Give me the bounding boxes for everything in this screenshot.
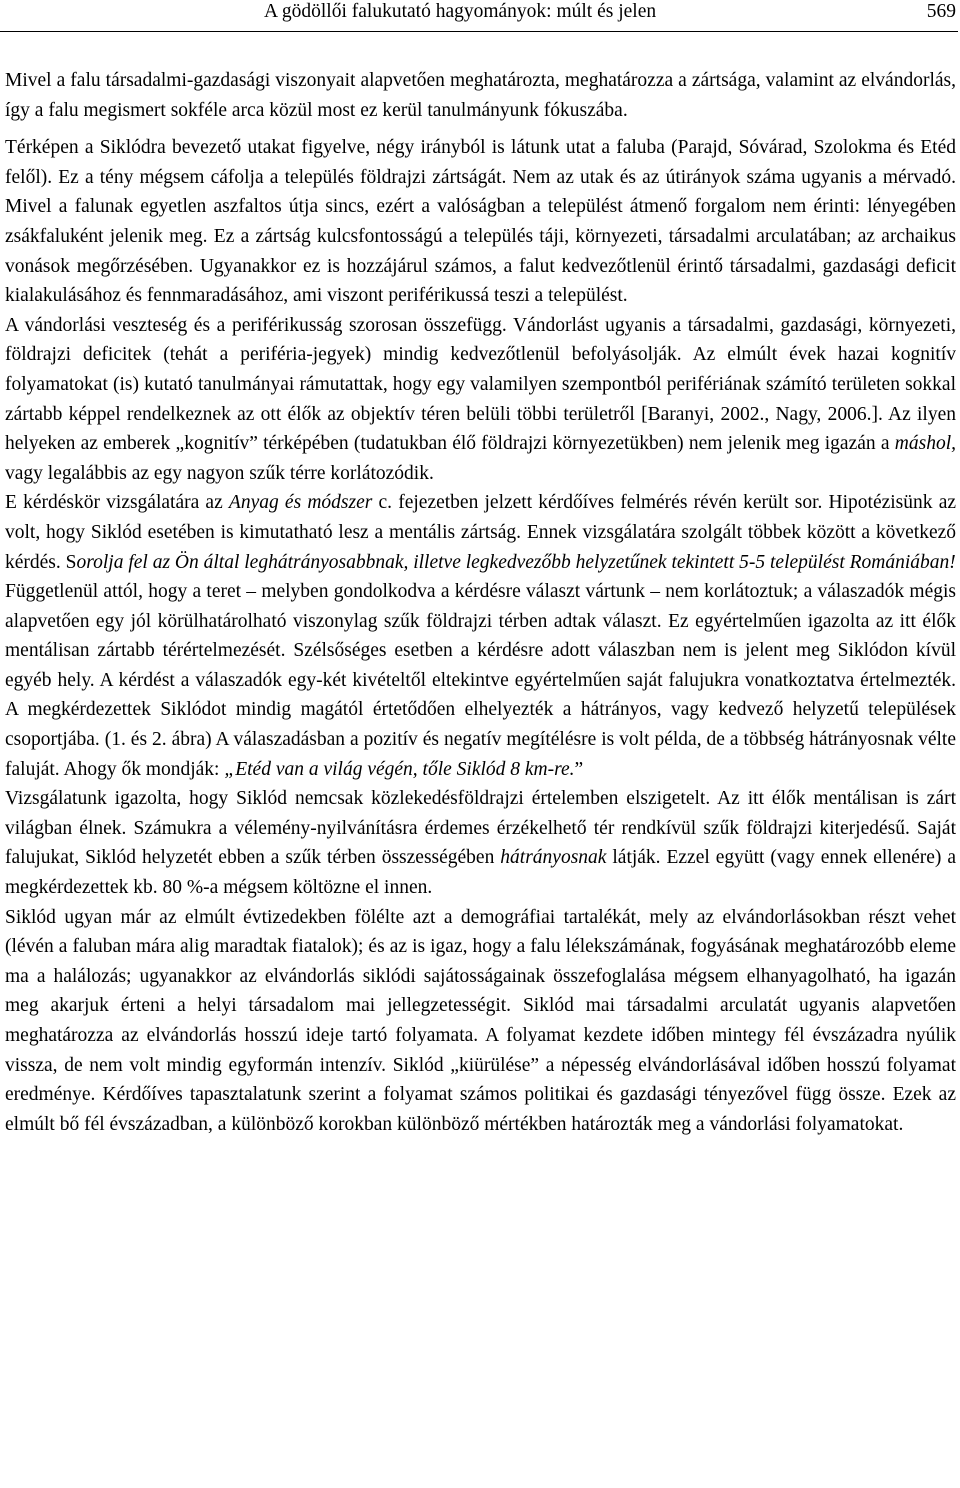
paragraph-5 — [5, 577, 956, 784]
paragraph-4-text: E kérdéskör vizsgálatára az — [5, 492, 229, 514]
paragraph-3-text-end: vagy legalábbis az egy nagyon szűk térre korlátozódik. — [5, 462, 434, 484]
paragraph-6 — [5, 784, 956, 902]
paragraph-3-text: A vándorlási veszteség és a periférikusság szorosan összefügg. Vándorlást ugyanis a társadalmi, gazdasági, környezeti, földrajzi deficitek (tehát a periféria-jegyek) mindig kedvezőtlenül befolyásolják. Az elmúlt évek hazai kognitív folyamatokat (is) kutató tanulmányai rámutattak, hogy egy valamilyen szempontból perifériának számító területen sokkal zártabb képpel rendelkeznek az ott élők az objektív téren belüli többi területről [Baranyi, 2002., Nagy, 2006.]. Az ilyen helyeken az emberek „kognitív” térképében (tudatukban élő földrajzi környezetükben) nem jelenik meg igazán a — [5, 314, 956, 455]
paragraph-3 — [5, 311, 956, 489]
quote: „Etéd van a világ végén, tőle Siklód 8 km-re. — [224, 758, 575, 780]
paragraph-4-italic-section: Anyag és módszer — [228, 492, 373, 514]
paragraph-5-text: Függetlenül attól, hogy a teret – melyben gondolkodva a kérdésre választ vártunk – nem korlátoztuk; a válaszadók mégis alapvetően egy jól körülhatárolható viszonylag szűk földrajzi térben adtak választ. Ez egyértelműen igazolta az itt élők mentálisan zártabb térértelmezését. Szélsőséges esetben a kérdésre adott válaszban nem is jelent meg Siklódon kívül egyéb hely. A kérdést a válaszadók egy-két kivételtől eltekintve egyértelműen saját falujukra vonatkoztatva értelmezték. A megkérdezettek Siklódot mindig magától értetődően elhelyezték a hátrányos, vagy kedvező helyzetű települések csoportjába. (1. és 2. ábra) A válaszadásban a pozitív és negatív megítélésre is volt példa, de a többség hátrányosnak vélte faluját. Ahogy ők mondják: — [5, 581, 956, 780]
paragraph-4-text-mid: c. fejezetben jelzett kérdőíves felmérés révén került sor. Hipotézisünk az volt, hogy Siklód esetében is kimutatható lesz a mentális zártság. Ennek vizsgálatára szolgált többek között a következő kérdés. S — [5, 492, 957, 573]
paragraph-7: Siklód ugyan már az elmúlt évtizedekben fölélte azt a demográfiai tartalékát, mely az elvándorlásokban részt vehet (lévén a faluban mára alig maradtak fiatalok); és az is igaz, hogy a falu lélekszámának, fogyásának meghatározóbb eleme ma a halálozás; ugyanakkor az elvándorlás siklódi sajátosságainak összefoglalása mégsem elhanyagolható, ha igazán meg akarjuk érteni a helyi társadalom mai jellegzetességit. Siklód mai társadalmi arculatát ugyanis alapvetően meghatározza az elvándorlás hosszú ideje tartó folyamata. A folyamat kezdete időben mintegy fél évszázadra nyúlik vissza, de nem volt mindig egyformán intenzív. Siklód „kiürülése” a népesség elvándorlásával időben hosszú folyamat eredménye. Kérdőíves tapasztalatunk szerint a folyamat számos politikai és gazdasági tényezővel függ össze. Ezek az elmúlt bő fél évszázadban, a különböző korokban különböző mértékben határozták meg a vándorlási folyamatokat. — [5, 906, 956, 1135]
survey-question: orolja fel az Ön által leghátrányosabbnak, illetve legkedvezőbb helyzetűnek tekintett 5-5 települést Romániában! — [76, 551, 956, 573]
paragraph-2: Térképen a Siklódra bevezető utakat figyelve, négy irányból is látunk utat a faluba (Parajd, Sóvárad, Szolokma és Etéd felől). Ez a tény mégsem cáfolja a település földrajzi zártságát. Nem az utak és az útirányok száma ugyanis a mérvadó. Mivel a falunak egyetlen aszfaltos útja sincs, ezért a valóságban a települést átmenő forgalom nem érinti: lényegében zsákfaluként jelenik meg. Ez a zártság kulcsfontosságú a település táji, környezeti, társadalmi arculatában; az archaikus vonások megőrzésében. Ugyanakkor ez is hozzájárul számos, a falut kedvezőtlenül érintő társadalmi, gazdasági deficit kialakulásához és fennmaradásához, ami viszont periférikussá teszi a települést. — [5, 137, 956, 307]
running-title: A gödöllői falukutató hagyományok: múlt és jelen — [264, 1, 657, 22]
page-number: 569 — [926, 1, 956, 22]
quote-close: ” — [574, 758, 584, 780]
paragraph-6-italic: hátrányosnak — [500, 847, 607, 869]
paragraph-6-text-end: látják. Ezzel együtt (vagy ennek ellenére) a megkérdezettek kb. 80 %-a mégsem költözne el innen. — [5, 847, 957, 899]
paragraph-6-text: Vizsgálatunk igazolta, hogy Siklód nemcsak közlekedésföldrajzi értelemben elszigetelt. Az itt élők mentálisan is zárt világban élnek. Számukra a vélemény-nyilvánításra érdemes érzékelhető tér rendkívül szűk földrajzi kiterjedésű. Saját falujukat, Siklód helyzetét ebben a szűk térben összességében — [5, 788, 956, 869]
paragraph-4 — [5, 488, 956, 577]
running-header — [0, 0, 958, 32]
article-body — [5, 66, 956, 1139]
paragraph-3-italic: máshol, — [894, 433, 956, 455]
paragraph-1: Mivel a falu társadalmi-gazdasági viszonyait alapvetően meghatározta, meghatározza a zártsága, valamint az elvándorlás, így a falu megismert sokféle arca közül most ez kerül tanulmányunk fókuszába. — [5, 70, 956, 121]
